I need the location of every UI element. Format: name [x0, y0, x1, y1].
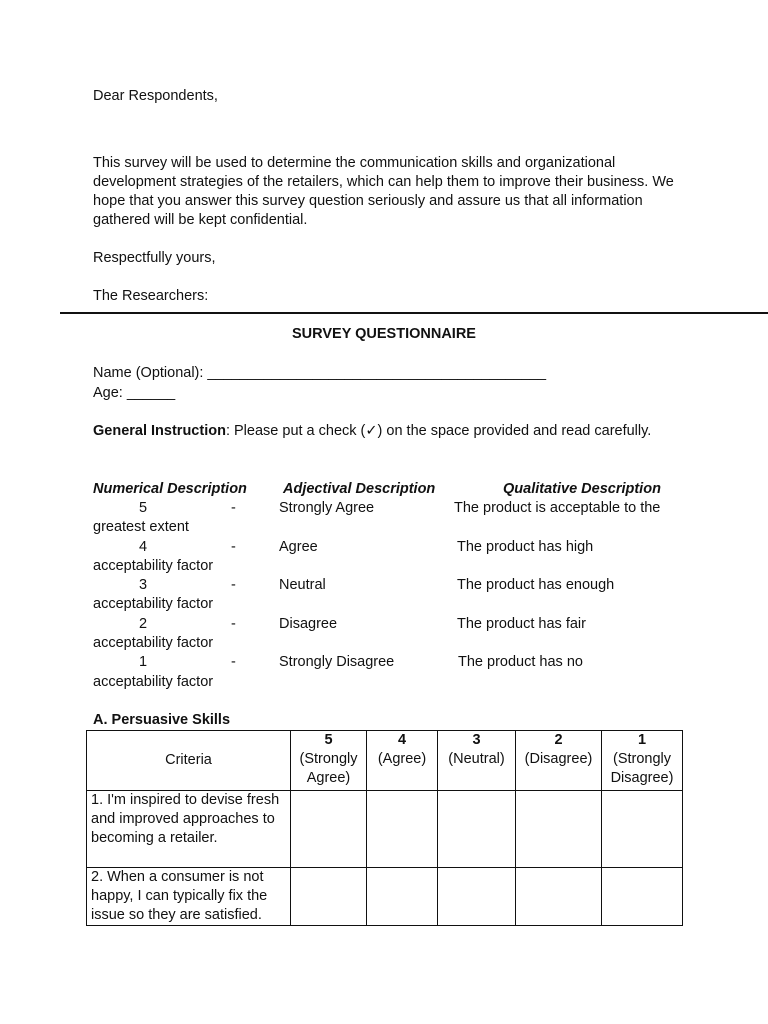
scale-header-qualitative: Qualitative Description	[503, 481, 661, 497]
scale-dash: -	[231, 616, 236, 632]
column-number: 4	[397, 732, 407, 748]
scale-adjectival: Disagree	[279, 616, 338, 632]
column-header-1	[602, 731, 683, 791]
column-number: 3	[472, 732, 481, 748]
column-number: 1	[637, 732, 647, 748]
scale-dash: -	[231, 539, 236, 555]
column-label: (Strongly Disagree)	[610, 751, 674, 786]
scale-adjectival: Agree	[279, 539, 318, 555]
letter-body: This survey will be used to determine the communication skills and organizational development strategies of the retailers, which can help them to improve their business. We hope that you answer this survey question seriously and assure us that all information gathered will be kept confidential.	[93, 155, 674, 228]
scale-number: 2	[139, 616, 148, 632]
scale-adjectival: Strongly Disagree	[279, 654, 395, 670]
rating-cell-3[interactable]	[438, 791, 516, 868]
scale-qualitative: The product has high	[457, 539, 594, 555]
scale-qualitative: The product has fair	[457, 616, 586, 632]
scale-continuation: greatest extent	[93, 519, 189, 535]
criteria-header: Criteria	[87, 731, 291, 791]
age-field[interactable]: Age: ______	[93, 385, 176, 401]
general-instruction	[93, 422, 674, 441]
scale-qualitative: The product has enough	[457, 577, 615, 593]
scale-qualitative: The product has no	[458, 654, 583, 670]
table-row	[87, 868, 683, 926]
table-header-row	[87, 731, 683, 791]
scale-number: 5	[139, 500, 148, 516]
column-header-2	[516, 731, 602, 791]
column-header-5	[291, 731, 367, 791]
scale-continuation: acceptability factor	[93, 558, 214, 574]
rating-cell-2[interactable]	[516, 791, 602, 868]
criteria-cell: 1. I'm inspired to devise fresh and improved approaches to becoming a retailer.	[87, 791, 291, 868]
column-number: 2	[554, 732, 563, 748]
instruction-label: General Instruction	[93, 423, 226, 439]
rating-cell-3[interactable]	[438, 868, 516, 926]
section-divider	[60, 312, 768, 314]
persuasive-skills-table	[86, 730, 683, 926]
table-row	[87, 791, 683, 868]
scale-dash: -	[231, 577, 236, 593]
scale-dash: -	[231, 500, 236, 516]
column-label: (Neutral)	[448, 751, 505, 767]
rating-cell-2[interactable]	[516, 868, 602, 926]
scale-adjectival: Neutral	[279, 577, 326, 593]
rating-cell-5[interactable]	[291, 868, 367, 926]
column-header-3	[438, 731, 516, 791]
rating-cell-5[interactable]	[291, 791, 367, 868]
scale-qualitative: The product is acceptable to the	[454, 500, 661, 516]
name-field[interactable]: Name (Optional): __________________________________________	[93, 365, 547, 381]
rating-cell-1[interactable]	[602, 791, 683, 868]
rating-cell-4[interactable]	[367, 791, 438, 868]
scale-adjectival: Strongly Agree	[279, 500, 375, 516]
instruction-text: : Please put a check (✓) on the space provided and read carefully.	[225, 423, 652, 439]
scale-number: 3	[139, 577, 148, 593]
letter-closing: Respectfully yours,	[93, 250, 216, 266]
scale-number: 4	[139, 539, 148, 555]
scale-continuation: acceptability factor	[93, 674, 214, 690]
rating-cell-1[interactable]	[602, 868, 683, 926]
scale-number: 1	[139, 654, 148, 670]
column-number: 5	[324, 732, 333, 748]
column-label: (Strongly Agree)	[299, 751, 358, 786]
scale-dash: -	[231, 654, 236, 670]
criteria-cell: 2. When a consumer is not happy, I can typically fix the issue so they are satisfied.	[87, 868, 291, 926]
scale-continuation: acceptability factor	[93, 635, 214, 651]
scale-header-numerical: Numerical Description	[93, 481, 247, 497]
scale-header-adjectival: Adjectival Description	[283, 481, 436, 497]
letter-greeting: Dear Respondents,	[93, 88, 218, 104]
scale-continuation: acceptability factor	[93, 596, 214, 612]
section-a-title: A. Persuasive Skills	[93, 712, 231, 728]
column-header-4	[367, 731, 438, 791]
column-label: (Disagree)	[524, 751, 593, 767]
rating-cell-4[interactable]	[367, 868, 438, 926]
letter-signature: The Researchers:	[93, 288, 209, 304]
column-label: (Agree)	[377, 751, 427, 767]
survey-title: SURVEY QUESTIONNAIRE	[292, 326, 476, 342]
